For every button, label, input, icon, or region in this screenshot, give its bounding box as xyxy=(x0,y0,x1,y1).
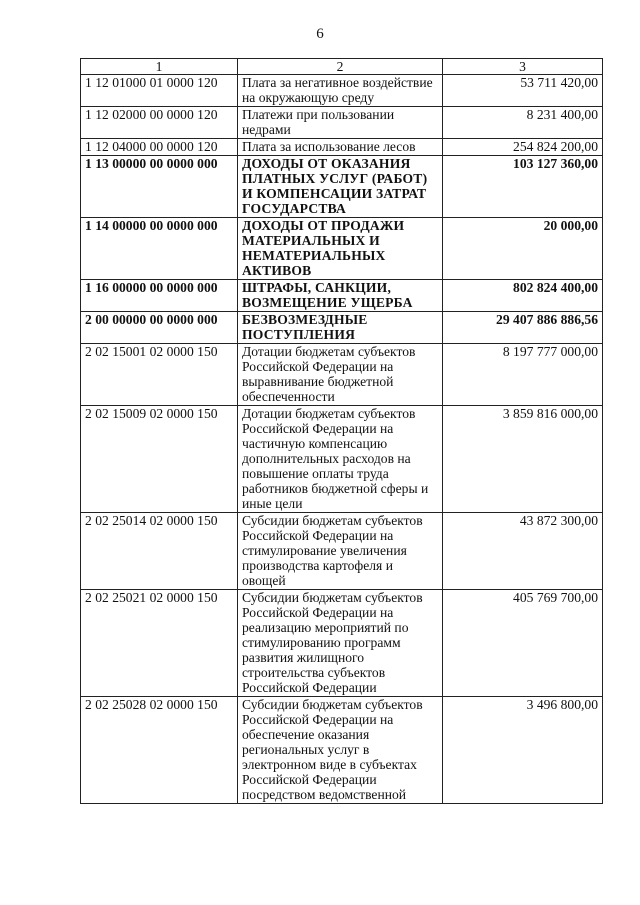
row-name: ШТРАФЫ, САНКЦИИ, ВОЗМЕЩЕНИЕ УЩЕРБА xyxy=(238,280,443,312)
row-name: БЕЗВОЗМЕЗДНЫЕ ПОСТУПЛЕНИЯ xyxy=(238,312,443,344)
row-code: 2 02 25028 02 0000 150 xyxy=(81,697,238,804)
row-name: Дотации бюджетам субъектов Российской Федерации на частичную компенсацию дополнительных расходов на повышение оплаты труда работников бюджетной сферы и иные цели xyxy=(238,406,443,513)
row-code: 1 14 00000 00 0000 000 xyxy=(81,218,238,280)
row-name: Дотации бюджетам субъектов Российской Федерации на выравнивание бюджетной обеспеченности xyxy=(238,344,443,406)
table-row-section xyxy=(81,312,603,344)
row-name: ДОХОДЫ ОТ ОКАЗАНИЯ ПЛАТНЫХ УСЛУГ (РАБОТ) И КОМПЕНСАЦИИ ЗАТРАТ ГОСУДАРСТВА xyxy=(238,156,443,218)
table-row-section xyxy=(81,156,603,218)
table-row xyxy=(81,513,603,590)
table-row xyxy=(81,697,603,804)
row-code: 2 02 15001 02 0000 150 xyxy=(81,344,238,406)
row-code: 2 02 15009 02 0000 150 xyxy=(81,406,238,513)
row-code: 2 02 25014 02 0000 150 xyxy=(81,513,238,590)
column-header-sum: 3 xyxy=(443,59,603,75)
row-sum: 254 824 200,00 xyxy=(443,139,603,156)
row-name: Субсидии бюджетам субъектов Российской Федерации на стимулирование увеличения производства картофеля и овощей xyxy=(238,513,443,590)
row-name: Платежи при пользовании недрами xyxy=(238,107,443,139)
row-sum: 802 824 400,00 xyxy=(443,280,603,312)
row-code: 1 13 00000 00 0000 000 xyxy=(81,156,238,218)
row-code: 2 00 00000 00 0000 000 xyxy=(81,312,238,344)
table-row xyxy=(81,139,603,156)
row-code: 2 02 25021 02 0000 150 xyxy=(81,590,238,697)
table-row xyxy=(81,406,603,513)
column-header-code: 1 xyxy=(81,59,238,75)
row-sum: 20 000,00 xyxy=(443,218,603,280)
row-sum: 405 769 700,00 xyxy=(443,590,603,697)
table-row xyxy=(81,75,603,107)
table-row xyxy=(81,344,603,406)
row-sum: 29 407 886 886,56 xyxy=(443,312,603,344)
row-code: 1 12 04000 00 0000 120 xyxy=(81,139,238,156)
row-sum: 3 859 816 000,00 xyxy=(443,406,603,513)
row-name: Плата за негативное воздействие на окружающую среду xyxy=(238,75,443,107)
column-header-name: 2 xyxy=(238,59,443,75)
row-sum: 43 872 300,00 xyxy=(443,513,603,590)
row-code: 1 12 01000 01 0000 120 xyxy=(81,75,238,107)
row-sum: 8 197 777 000,00 xyxy=(443,344,603,406)
row-name: Субсидии бюджетам субъектов Российской Федерации на реализацию мероприятий по стимулированию программ развития жилищного строительства субъектов Российской Федерации xyxy=(238,590,443,697)
row-code: 1 16 00000 00 0000 000 xyxy=(81,280,238,312)
row-sum: 8 231 400,00 xyxy=(443,107,603,139)
table-row xyxy=(81,107,603,139)
row-name: Плата за использование лесов xyxy=(238,139,443,156)
budget-revenue-table xyxy=(80,58,603,804)
row-sum: 103 127 360,00 xyxy=(443,156,603,218)
table-header-row xyxy=(81,59,603,75)
row-name: ДОХОДЫ ОТ ПРОДАЖИ МАТЕРИАЛЬНЫХ И НЕМАТЕРИАЛЬНЫХ АКТИВОВ xyxy=(238,218,443,280)
table-row-section xyxy=(81,280,603,312)
table-row-section xyxy=(81,218,603,280)
table-row xyxy=(81,590,603,697)
row-sum: 53 711 420,00 xyxy=(443,75,603,107)
page-number: 6 xyxy=(316,26,324,42)
row-code: 1 12 02000 00 0000 120 xyxy=(81,107,238,139)
row-sum: 3 496 800,00 xyxy=(443,697,603,804)
row-name: Субсидии бюджетам субъектов Российской Федерации на обеспечение оказания региональных услуг в электронном виде в субъектах Российской Федерации посредством ведомственной xyxy=(238,697,443,804)
